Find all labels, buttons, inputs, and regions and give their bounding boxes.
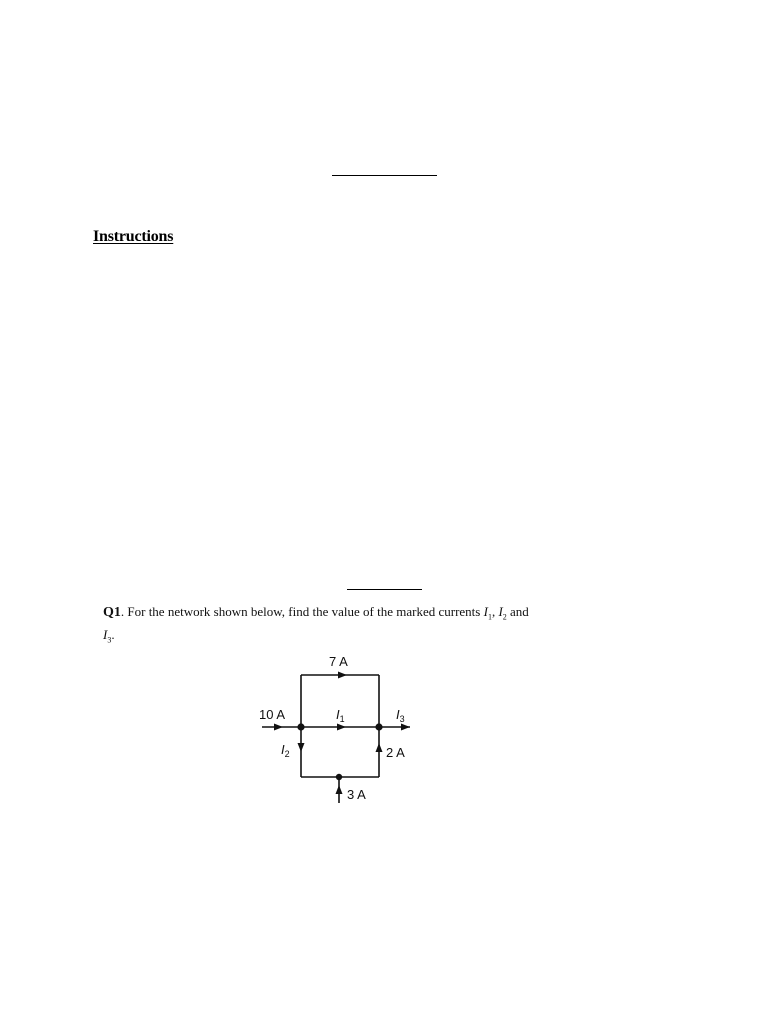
current-i3-subscript: 3: [107, 635, 112, 645]
arrow-i1-icon: [337, 724, 346, 731]
question-1: Q1. For the network shown below, find the value of the marked currents $I_1$, $I_2$ and $I_3$.: [103, 604, 529, 645]
arrow-input-icon: [274, 724, 283, 731]
label-i1: $I_1$: [336, 707, 345, 724]
instructions-heading: Instructions: [93, 228, 174, 245]
current-i3-symbol: I: [103, 626, 108, 642]
node-right: [375, 723, 382, 730]
circuit-diagram: [250, 648, 430, 813]
arrow-top-icon: [338, 672, 347, 679]
question-text: . For the network shown below, find the value of the marked currents: [120, 604, 484, 619]
question-number: Q1: [103, 605, 121, 620]
label-i3: $I_3$: [396, 707, 405, 724]
section-divider: [347, 589, 422, 590]
label-2a: 2 A: [386, 745, 405, 760]
label-10a: 10 A: [259, 707, 286, 722]
arrow-i3-icon: [401, 724, 410, 731]
label-7a: 7 A: [329, 654, 348, 669]
current-i2-subscript: 2: [502, 612, 507, 622]
label-i2: $I_2$: [281, 742, 290, 759]
title-underline: [332, 175, 437, 176]
node-bottom: [336, 774, 342, 780]
arrow-2a-icon: [376, 743, 383, 752]
arrow-3a-icon: [336, 785, 343, 794]
current-i1-symbol: I: [483, 604, 488, 619]
node-left: [297, 723, 304, 730]
current-i2-symbol: I: [498, 604, 503, 619]
current-i1-subscript: 1: [487, 612, 492, 622]
label-3a: 3 A: [347, 787, 366, 802]
arrow-i2-icon: [298, 743, 305, 752]
